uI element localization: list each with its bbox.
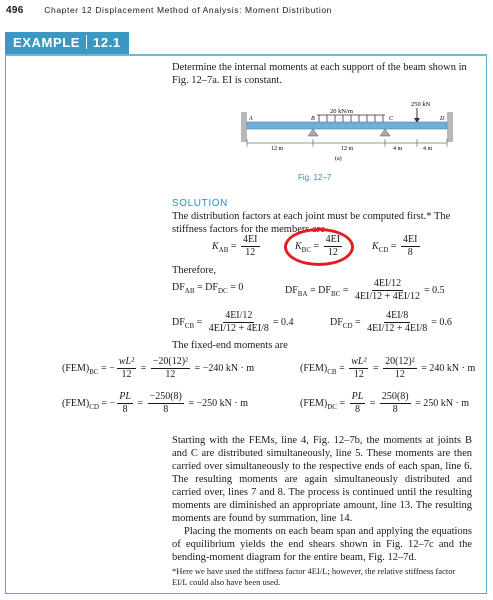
stiffness-kbc: K BC = $\frac{4EI}{12}$ (295, 234, 341, 258)
fixed-end-intro: The fixed-end moments are (172, 340, 288, 351)
span-label-bc: 12 m (341, 146, 354, 152)
support-a-label: A (249, 116, 253, 122)
page-header (6, 5, 332, 16)
support-b (308, 129, 318, 136)
fem-dc: (FEM) DC = $\frac{PL}{8}$ = $\frac{250(8)}{8}$ = 250 kN · m (300, 391, 470, 415)
support-c (380, 129, 390, 136)
point-load-label: 250 kN (411, 101, 431, 108)
support-b-label: B (311, 116, 315, 122)
figure-part-label: (a) (335, 156, 342, 162)
stiffness-kcd: K CD = $\frac{4EI}{8}$ (372, 234, 418, 258)
chapter-title: Chapter 12 Displacement Method of Analysis: Moment Distribution (44, 5, 333, 15)
support-d-label: D (440, 116, 445, 122)
df-ab-dc: DF AB = DF DC = 0 (172, 282, 244, 295)
df-cd: DF CD = $\frac{4EI/8}{4EI/12 + 4EI/8}$ = 0.6 (330, 310, 452, 334)
solution-heading: SOLUTION (172, 198, 228, 209)
span-label-pd: 4 m (423, 146, 433, 152)
red-highlight-circle (284, 228, 354, 266)
problem-statement: Determine the internal moments at each support of the beam shown in Fig. 12–7a. EI is constant. (172, 62, 467, 86)
df-ba-bc: DF BA = DF BC = $\frac{4EI/12}{4EI/12 + 4EI/12}$ = 0.5 (285, 278, 445, 302)
wall-a (241, 112, 247, 142)
example-label-box (5, 32, 129, 54)
support-c-label: C (389, 116, 394, 122)
span-label-cp: 4 m (393, 146, 403, 152)
beam-figure (235, 98, 465, 168)
beam (247, 122, 447, 129)
distributed-load-label: 20 kN/m (330, 108, 353, 115)
distributed-load-arrows (317, 115, 385, 122)
figure-caption: Fig. 12–7 (298, 173, 332, 182)
solution-paragraph-a: Starting with the FEMs, line 4, Fig. 12–7b, the moments at joints B and C are distributed simultaneously, line 5. These moments are then carried over simultaneously to the respective ends of each span, line 6. The resulting moments are again simultaneously distributed and carried over, lines 7 and 8. The process is continued until the resulting moments are diminished an appropriate amount, line 13. The resulting moments are found by summation, line 14. (172, 435, 472, 524)
solution-intro: The distribution factors at each joint must be computed first.* The stiffness factors for the members are (172, 211, 451, 235)
fem-bc: (FEM) BC = − $\frac{\text{wL²}}{12}$ = $\frac{\text{−20(12)²}}{12}$ = −240 kN · m (62, 356, 255, 380)
therefore-text: Therefore, (172, 265, 217, 276)
stiffness-kab: K AB = $\frac{4EI}{12}$ (212, 234, 258, 258)
example-header (5, 32, 487, 56)
span-label-ab: 12 m (271, 146, 284, 152)
fem-cd: (FEM) CD = − $\frac{PL}{8}$ = $\frac{-250(8)}{8}$ = −250 kN · m (62, 391, 248, 415)
solution-paragraph-b: Placing the moments on each beam span and applying the equations of equilibrium yields the end shears shown in Fig. 12–7c and the bending-moment diagram for the entire beam, Fig. 12–7d. (172, 526, 472, 563)
example-number: 12.1 (93, 35, 121, 50)
example-label: EXAMPLE (13, 35, 81, 50)
fem-cb: (FEM) CB = $\frac{\text{wL²}}{12}$ = $\frac{\text{20(12)²}}{12}$ = 240 kN · m (300, 356, 476, 380)
df-cb: DF CB = $\frac{4EI/12}{4EI/12 + 4EI/8}$ = 0.4 (172, 310, 294, 334)
solution-paragraph (172, 434, 472, 564)
footnote: *Here we have used the stiffness factor 4EI/L; however, the relative stiffness factor EI/L could also have been used. (172, 566, 456, 587)
page-number: 496 (6, 5, 24, 16)
wall-d (447, 112, 453, 142)
